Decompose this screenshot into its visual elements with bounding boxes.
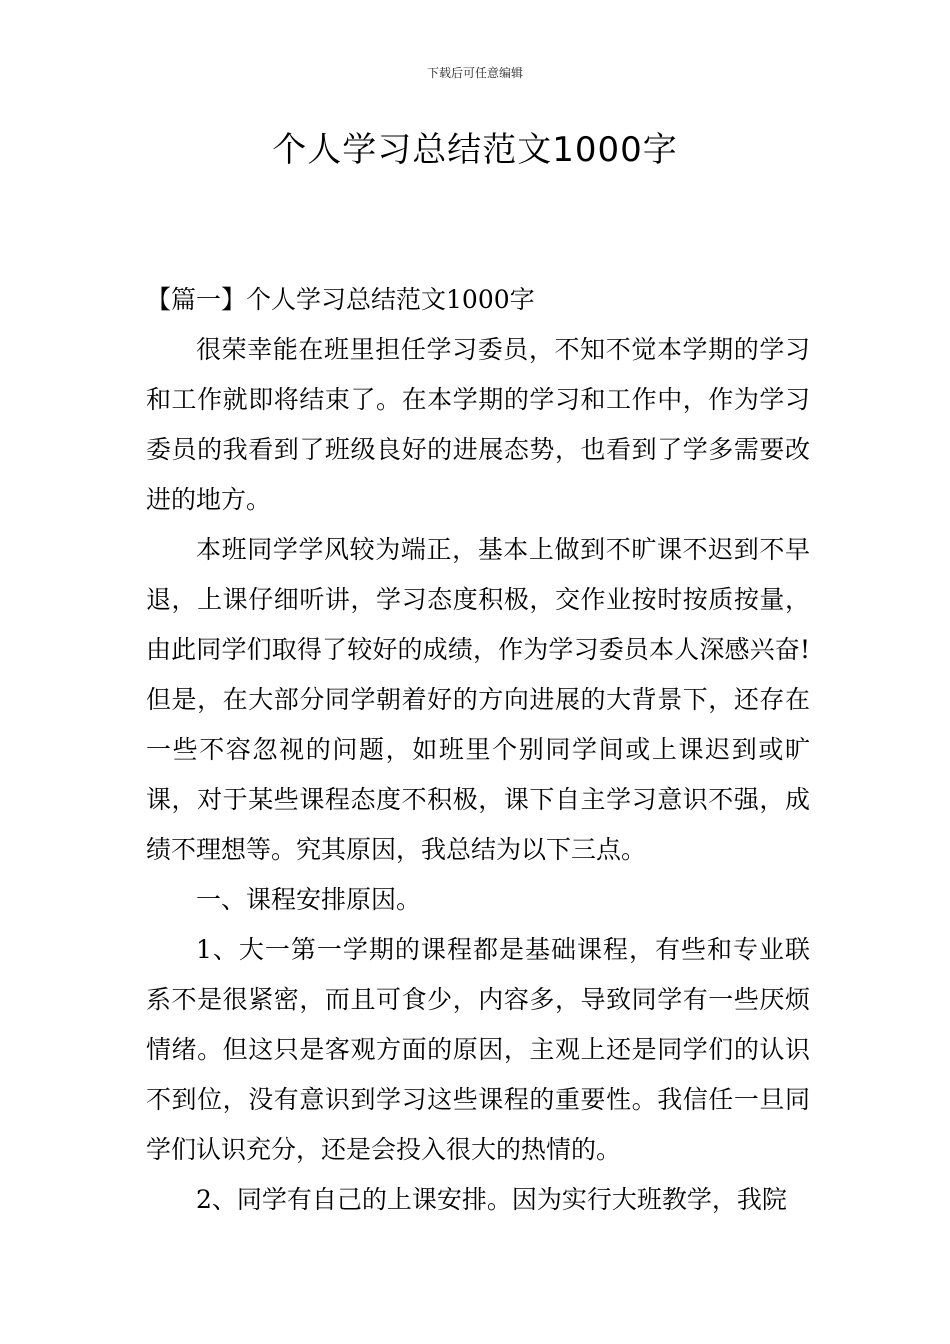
paragraph-class-situation: 本班同学学风较为端正，基本上做到不旷课不迟到不早退，上课仔细听讲，学习态度积极，交作业按时按质按量，由此同学们取得了较好的成绩，作为学习委员本人深感兴奋!但是，在大部分同学朝着好的方向进展的大背景下，还存在一些不容忽视的问题，如班里个别同学间或上课迟到或旷课，对于某些课程态度不积极，课下自主学习意识不强，成绩不理想等。究其原因，我总结为以下三点。	[146, 535, 810, 864]
paragraph-reason-1: 1、大一第一学期的课程都是基础课程，有些和专业联系不是很紧密，而且可食少，内容多，导致同学有一些厌烦情绪。但这只是客观方面的原因，主观上还是同学们的认识不到位，没有意识到学习这些课程的重要性。我信任一旦同学们认识充分，还是会投入很大的热情的。	[146, 935, 810, 1164]
paragraph-reason-2: 2、同学有自己的上课安排。因为实行大班教学，我院	[196, 1185, 787, 1214]
document-title: 个人学习总结范文1000字	[272, 130, 678, 170]
paragraph-reason-heading: 一、课程安排原因。	[196, 885, 422, 914]
document-body	[146, 275, 810, 1225]
page-header-note: 下载后可任意编辑	[426, 66, 523, 80]
paragraph-intro: 很荣幸能在班里担任学习委员，不知不觉本学期的学习和工作就即将结束了。在本学期的学习和工作中，作为学习委员的我看到了班级良好的进展态势，也看到了学多需要改进的地方。	[146, 335, 810, 514]
section-heading: 【篇一】个人学习总结范文1000字	[146, 285, 535, 314]
